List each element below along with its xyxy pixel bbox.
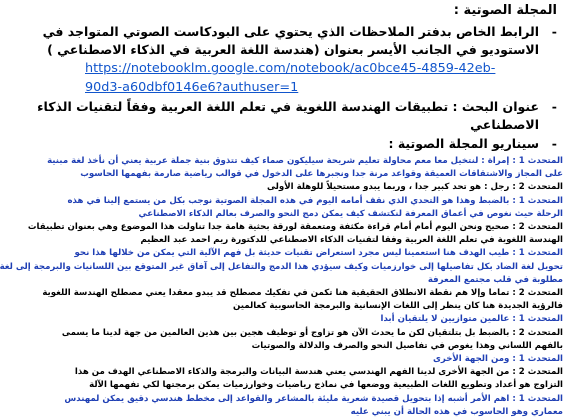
script-line: المتحدث 1 : إمراة : لنتخيل معا معم محاولة تعليم شريحة سيليكون صماء كيف تتذوق بنية جملة عربية يعني أن نأخذ لغة مبنية (47, 156, 563, 166)
bullet-dash-icon: - (551, 136, 557, 151)
notebook-link-part-1[interactable]: https://notebooklm.google.com/notebook/ac0bce45-4859-42eb- (85, 61, 496, 76)
page-heading: المجلة الصوتية : (453, 3, 557, 18)
script-line: تحويل لغة الضاد بكل تفاصيلها إلى خوارزميات وكيف سيؤدي هذا الدمج والتفاعل إلى آفاق غير المتوقع بين اللسانيات والبرمجة إلى لغة (0, 261, 563, 272)
script-heading: سيناريو المجلة الصوتية : (388, 136, 539, 151)
podcast-script (0, 155, 563, 419)
script-line: المتحدث 2 : من الجهة الأخرى لدينا الفهم الهندسي يعني هندسة البيانات والبرمجة والذكاء الاصطناعي الهدف من هذا (74, 367, 563, 378)
bullet-dash-icon: - (551, 99, 557, 114)
script-line: معماري وهو الحاسوب في هذه الحالة أن يبني عليه (350, 406, 563, 417)
script-line: المتحدث 1 : اهم الأمر أشبه إذا بتحويل قصيدة شعرية مليئة بالمشاعر والقواعد إلى مخطط هندسي دقيق يمكن لمهندس (64, 393, 563, 404)
script-line: الهندسة اللغوية في تعلم اللغة العربية وفقا لتقنيات الذكاء الاصطناعي للدكتورة ريم احمد عبد العظيم (140, 235, 563, 246)
script-line: مطلوبة في قلب مجتمع المعرفة (427, 274, 563, 285)
research-title-line-2: الاصطناعي (470, 117, 539, 132)
script-line: الرحلة حيث نغوص في أعماق المعرفة لنكتشف كيف يمكن دمج النحو والصرف بعالم الذكاء الاصطناعي (138, 208, 563, 219)
script-line: المتحدث 2 : صحيح ونحن اليوم أمام أمام قراءة مكثفة ومتعمقة لورقة بحثية هامة جدا تناولت هذا الموضوع وهي بعنوان تطبيقات (27, 222, 563, 233)
notebook-link-part-2[interactable]: 90d3-a60dbf0146e6?authuser=1 (85, 80, 299, 95)
script-line: المتحدث 1 : بالضبط وهذا هو التحدي الذي نقف أمامه اليوم في هذه المجلة الصوتية نوجب بكل من يستمع إلينا في هذه (67, 195, 563, 206)
script-line: المتحدث 2 : رجل : هو تحد كبير جدا ، وربما يبدو مستحيلاً للوهلة الأولى (266, 182, 563, 193)
notebook-link-line-2[interactable] (85, 78, 539, 97)
script-line: المتحدث 2 : تماما وإلا هم نقطة الانطلاق الحقيقية هنا تكمن في تفكيك مصطلح قد يبدو معقدا يعني مصطلح الهندسة اللغوية (42, 288, 563, 299)
script-line: المتحدث 1 : طيب الهدف هنا استعمينا ليس مجرد استعراض تقنيات حديثة بل فهم الآلية التي يمكن من خلالها هذا نحو (74, 248, 563, 259)
script-line: المتحدث 2 : بالضبط بل بتلتقيان لكن ما يحدث الآن هو تزاوج أو توظيف هجين بين هذين العالمين من جهة لدينا ما يسمى (61, 327, 563, 338)
research-title-line-1: عنوان البحث : تطبيقات الهندسة اللغوية في تعلم اللغة العربية وفقاً لتقنيات الذكاء (37, 99, 539, 114)
list-item-notebook-link (42, 23, 563, 97)
bullet-dash-icon: - (551, 24, 557, 39)
script-line: التزاوج هو أعداد وتطويع اللغات الطبيعية ووضعها في نماذج رياضيات وخوارزميات يمكن برمجتها لكي تفهمها الآلة (89, 380, 563, 391)
script-line: المتحدث 1 : ومن الجهة الأخرى (432, 354, 563, 365)
notebook-description-line-1: الرابط الخاص بدفتر الملاحظات الذي يحتوي على البودكاست الصوتي المتواجد في (42, 24, 539, 39)
script-line: المتحدث 1 : عالمين متوازيين لا يلتقيان أبدا (380, 314, 563, 325)
list-item-script-heading (85, 135, 563, 153)
script-line: فالرؤية الجديدة هنا كان ينظر إلى اللغات الإنسانية والبرمجة الحاسوبية كعالمين (233, 301, 563, 312)
notebook-description-line-2: الاستوديو في الجانب الأيسر بعنوان (هندسة اللغة العربية في الذكاء الاصطناعي ) (47, 42, 539, 57)
list-item-research-title (37, 98, 563, 134)
notebook-link-line-1[interactable] (85, 59, 539, 78)
script-line: على المجاز والاشتقاقات العميقة وقواعد مرنة جدا ونجبرها على الدخول في قوالب رياضية صارمة بفهمها الحاسوب (80, 169, 563, 180)
script-line: بالفهم اللساني وهذا يغوص في تفاصيل النحو والصرف والدلالة والصوتيات (251, 340, 563, 351)
